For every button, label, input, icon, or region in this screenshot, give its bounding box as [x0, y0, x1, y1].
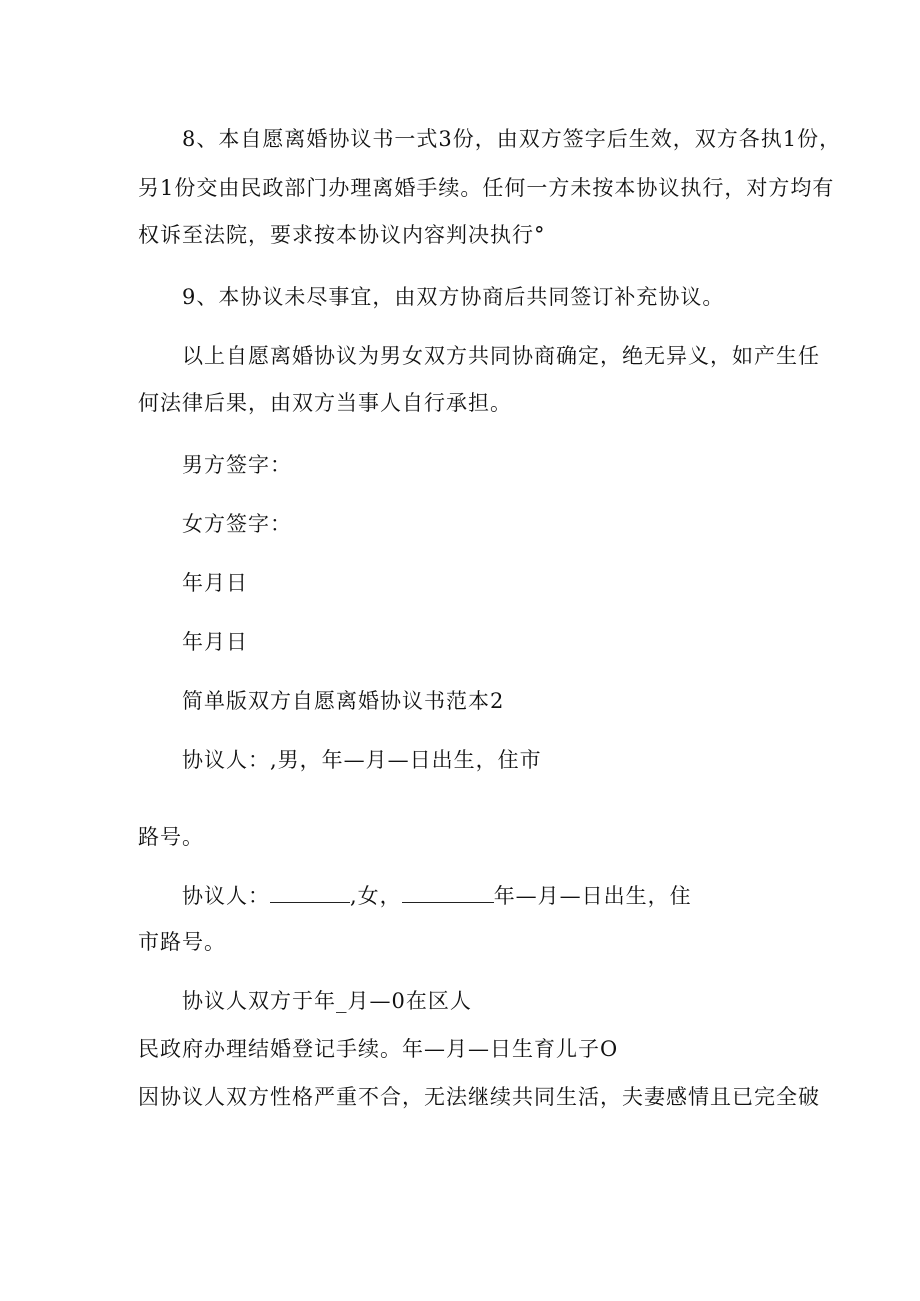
name-blank [270, 880, 350, 903]
clause-8-line-1: 8、本自愿离婚协议书一式3份，由双方签字后生效，双方各执1份， [182, 127, 842, 151]
marriage-line-2: 民政府办理结婚登记手续。年—月—日生育儿子O [138, 1037, 619, 1061]
party-2-mid: ,女， [350, 884, 402, 908]
date-line-2: 年月日 [182, 630, 248, 654]
party-2-suffix: 年—月—日出生，住 [493, 884, 692, 908]
closing-line-1: 以上自愿离婚协议为男女双方共同协商确定，绝无异义，如产生任 [182, 344, 820, 368]
marriage-line-1: 协议人双方于年_月—0在区人 [182, 989, 472, 1013]
date-line-1: 年月日 [182, 571, 248, 595]
birth-year-blank [402, 880, 494, 903]
marriage-line-3: 因协议人双方性格严重不合，无法继续共同生活，夫妻感情且已完全破 [138, 1085, 820, 1109]
party-1-line-1: 协议人：,男，年—月—日出生，住市 [182, 748, 542, 772]
closing-line-2: 何法律后果，由双方当事人自行承担。 [138, 391, 512, 415]
clause-9: 9、本协议未尽事宜，由双方协商后共同签订补充协议。 [182, 285, 725, 309]
clause-8-line-2: 另1份交由民政部门办理离婚手续。任何一方未按本协议执行，对方均有 [138, 176, 835, 200]
party-2-line-2: 市路号。 [138, 930, 226, 954]
section-heading: 简单版双方自愿离婚协议书范本2 [182, 689, 505, 713]
clause-8-line-3: 权诉至法院，要求按本协议内容判决执行° [138, 223, 546, 247]
party-2-prefix: 协议人： [182, 884, 270, 908]
party-1-line-2: 路号。 [138, 825, 204, 849]
party-2-line-1 [182, 880, 692, 910]
male-signature-label: 男方签字： [182, 453, 292, 477]
female-signature-label: 女方签字： [182, 512, 292, 536]
